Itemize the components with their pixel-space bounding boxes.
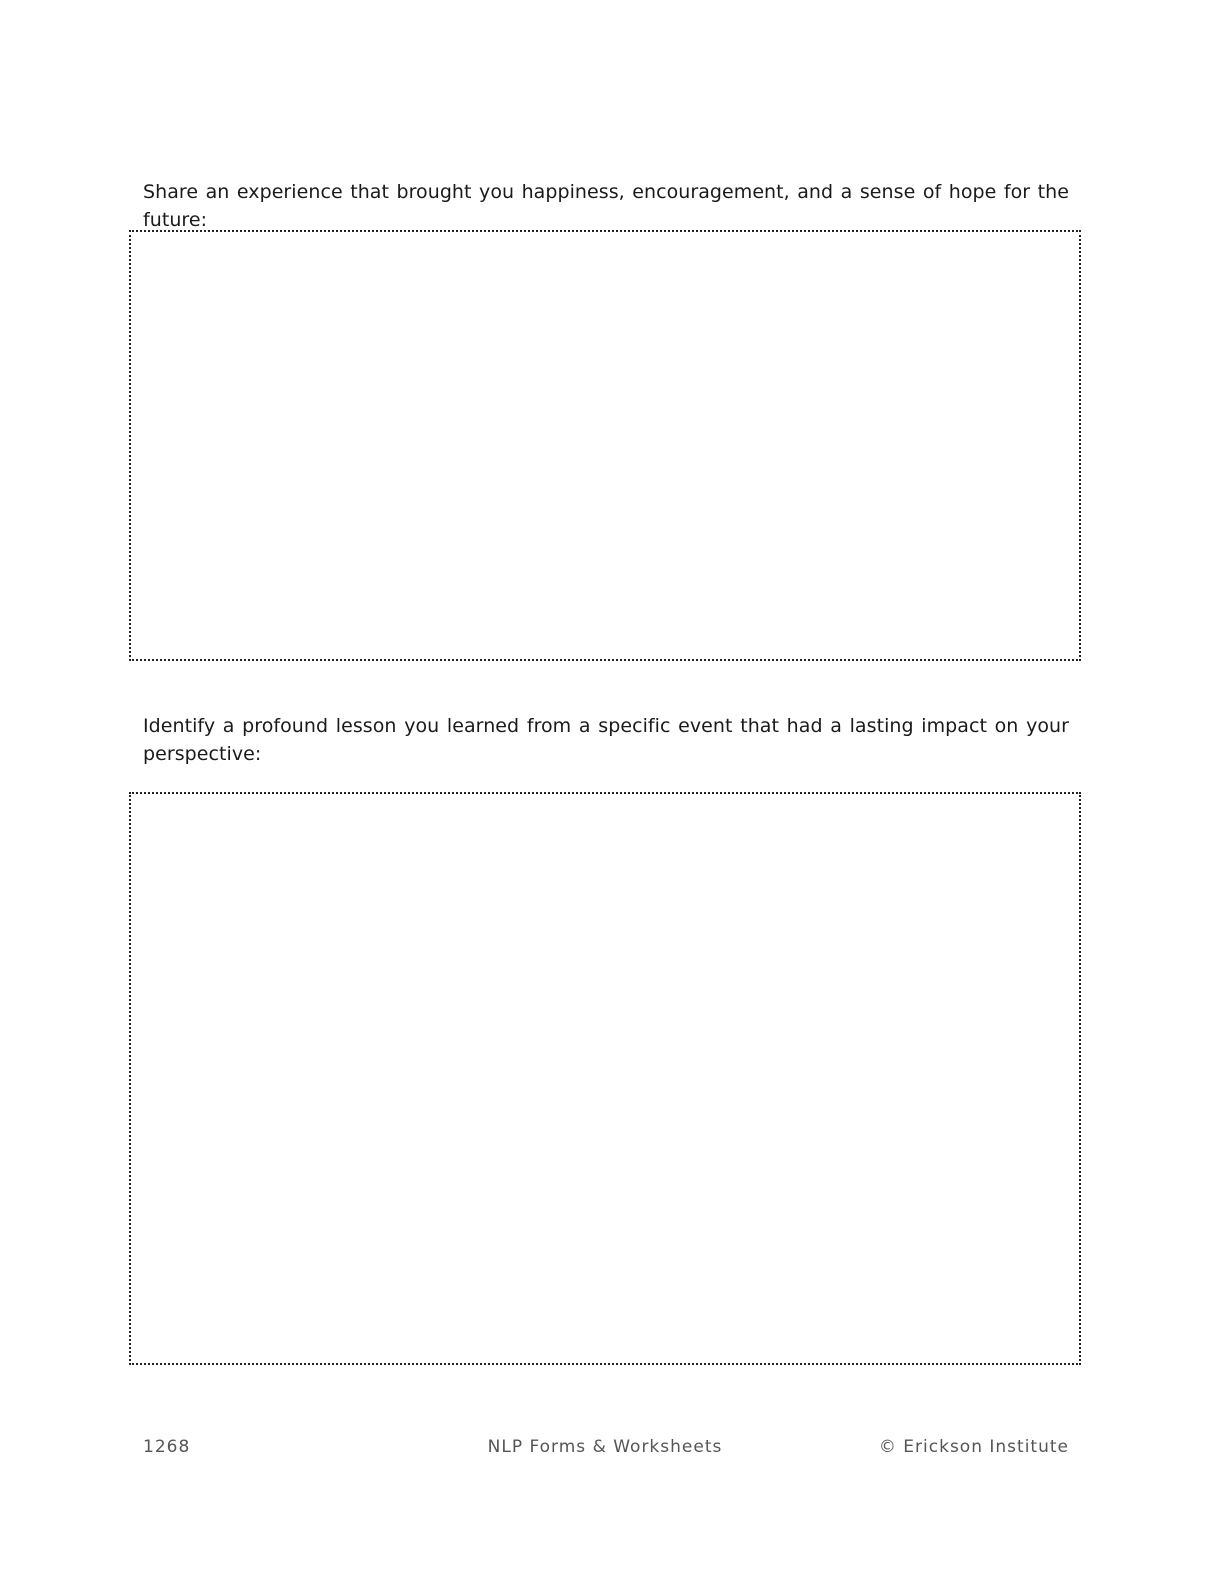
answer-box-profound-lesson[interactable]: [129, 792, 1081, 1365]
footer-copyright: © Erickson Institute: [878, 1437, 1069, 1457]
answer-box-happiness-experience[interactable]: [129, 230, 1081, 661]
footer-title: NLP Forms & Worksheets: [487, 1437, 723, 1457]
page-number: 1268: [143, 1437, 191, 1457]
prompt-profound-lesson: Identify a profound lesson you learned from a specific event that had a lasting impact on your perspective:: [143, 715, 1069, 765]
prompt-happiness-experience: Share an experience that brought you happiness, encouragement, and a sense of hope for the future:: [143, 181, 1069, 231]
